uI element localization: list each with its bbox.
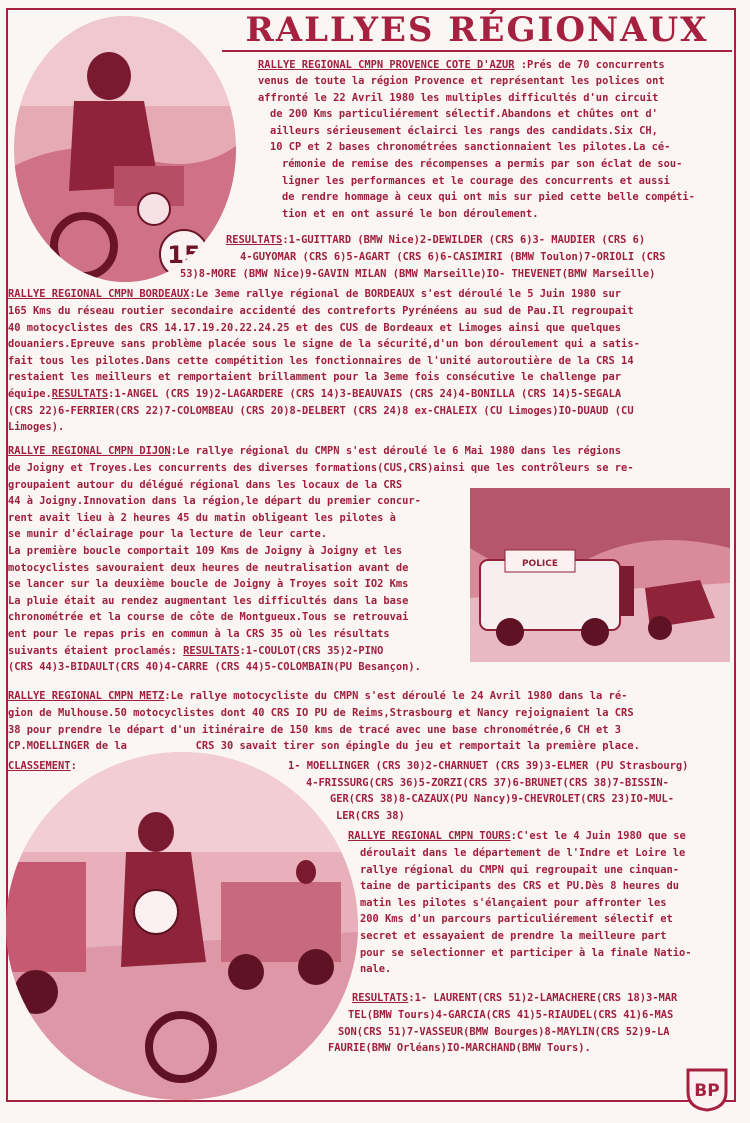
tours-heading: RALLYE REGIONAL CMPN TOURS — [348, 830, 511, 842]
text-line: 1- MOELLINGER (CRS 30)2-CHARNUET (CRS 39)3-ELMER (PU Strasbourg) — [288, 760, 689, 772]
text-line: 40 motocyclistes des CRS 14.17.19.20.22.24.25 et des CUS de Bordeaux et Limoges ainsi que quelques — [8, 321, 622, 334]
text-line: 10 CP et 2 bases chronométrées sanctionnaient les pilotes.La cé- — [270, 141, 671, 154]
text-line: GER(CRS 38)8-CAZAUX(PU Nancy)9-CHEVROLET(CRS 23)IO-MUL- — [330, 793, 675, 806]
text-line: se lancer sur la deuxième boucle de Joigny à Troyes soit IO2 Kms — [8, 578, 409, 591]
text-line: TEL(BMW Tours)4-GARCIA(CRS 41)5-RIAUDEL(CRS 41)6-MAS — [348, 1009, 674, 1021]
rider-number-plate: 15 — [167, 241, 201, 269]
bordeaux-results-label: RESULTATS — [51, 387, 109, 400]
text-line: 53)8-MORE (BMW Nice)9-GAVIN MILAN (BMW Marseille)IO- THEVENET(BMW Marseille) — [180, 267, 656, 280]
text-line: ent pour le repas pris en commun à la CRS 35 où les résultats — [8, 627, 390, 640]
text-line: pour se selectionner et participer à la finale Natio- — [360, 946, 692, 959]
text-line: SON(CRS 51)7-VASSEUR(BMW Bourges)8-MAYLIN(CRS 52)9-LA — [338, 1025, 670, 1038]
bordeaux-body — [8, 303, 640, 436]
provence-results — [226, 232, 645, 249]
provence-results-label: RESULTATS — [226, 234, 283, 246]
text-line: gion de Mulhouse.50 motocyclistes dont 40 CRS IO PU de Reims,Strasbourg et Nancy rejoignaient la CRS — [8, 707, 634, 719]
metz-classement-label: CLASSEMENT — [8, 760, 71, 772]
bp-logo-text: BP — [694, 1081, 720, 1101]
metz-classement-label-wrap: CLASSEMENT: — [8, 760, 77, 772]
text-line: affronté le 22 Avril 1980 les multiples difficultés d'un circuit — [258, 91, 659, 104]
text-line: Limoges). — [8, 421, 65, 434]
text-line: déroulait dans le département de l'Indre et Loire le — [360, 847, 686, 859]
photo-rider-15 — [14, 16, 236, 282]
provence-intro: :Prés de 70 concurrents — [514, 59, 665, 71]
text-line: se munir d'éclairage pour la lecture de leur carte. — [8, 528, 328, 541]
provence-results-text: :1-GUITTARD (BMW Nice)2-DEWILDER (CRS 6)3- MAUDIER (CRS 6) — [282, 234, 646, 246]
text-line: 165 Kms du réseau routier secondaire accidenté des contreforts Pyrénéens au sud de Pau.Il regroupait — [8, 305, 634, 317]
text-line: chronométrée et la course de côte de Montgueux.Tous se retrouvai — [8, 611, 409, 624]
photo-police-car — [470, 488, 730, 662]
title-banner — [222, 10, 732, 52]
bp-logo — [684, 1066, 730, 1112]
text-line: rent avait lieu à 2 heures 45 du matin obligeant les pilotes à — [8, 511, 396, 524]
provence-body — [258, 73, 695, 222]
bordeaux-results-prefix: équipe. — [8, 387, 52, 400]
tours-results-text: :1- LAURENT(CRS 51)2-LAMACHERE(CRS 18)3-MAR — [408, 992, 678, 1004]
dijon-results-text: :1-COULOT(CRS 35)2-PINO — [239, 644, 384, 657]
tours-results — [352, 990, 677, 1007]
text-line: LER(CRS 38) — [336, 809, 405, 822]
text-line: restaient les meilleurs et remportaient brillamment pour la 3eme fois consécutive le challenge par — [8, 371, 622, 384]
metz-intro: :Le rallye motocycliste du CMPN s'est déroulé le 24 Avril 1980 dans la ré- — [164, 690, 628, 702]
section-provence — [258, 57, 665, 74]
metz-heading: RALLYE REGIONAL CMPN METZ — [8, 690, 165, 702]
bordeaux-results-text: :1-ANGEL (CRS 19)2-LAGARDERE (CRS 14)3-BEAUVAIS (CRS 24)4-BONILLA (CRS 14)5-SEGALA — [108, 387, 622, 400]
text-line: douaniers.Epreuve sans problème placée sous le signe de la sécurité,d'un bon déroulement qui a satis- — [8, 338, 640, 351]
dijon-intro: :Le rallye régional du CMPN s'est déroulé le 6 Mai 1980 dans les régions — [170, 445, 622, 457]
text-line: de rendre hommage à ceux qui ont mis sur pied cette belle compéti- — [282, 191, 695, 204]
text-line: rallye régional du CMPN qui regroupait une cinquan- — [360, 863, 680, 876]
text-line — [8, 386, 640, 403]
section-bordeaux — [8, 286, 621, 303]
dijon-results-label: RESULTATS — [183, 644, 240, 657]
text-line: ligner les performances et le courage des concurrents et aussi — [282, 174, 670, 187]
text-line: tion et en ont assuré le bon déroulement. — [282, 207, 539, 220]
text-line: secret et essayaient de prendre la meilleure part — [360, 929, 667, 942]
tours-results-cont — [328, 1007, 674, 1057]
tours-intro: :C'est le 4 Juin 1980 que se — [510, 830, 686, 842]
dijon-heading: RALLYE REGIONAL CMPN DIJON — [8, 445, 171, 457]
dijon-results-pre: suivants étaient proclamés: — [8, 644, 184, 657]
text-line: 200 Kms d'un parcours particuliérement sélectif et — [360, 913, 673, 926]
text-line: nale. — [360, 963, 392, 976]
text-line: FAURIE(BMW Orléans)IO-MARCHAND(BMW Tours). — [328, 1042, 591, 1055]
text-line: 44 à Joigny.Innovation dans la région,le départ du premier concur- — [8, 495, 421, 508]
text-line: venus de toute la région Provence et représentant les polices ont — [258, 75, 665, 87]
section-tours — [348, 828, 686, 845]
bordeaux-intro: :Le 3eme rallye régional de BORDEAUX s'est déroulé le 5 Juin 1980 sur — [189, 288, 622, 300]
text-line: ailleurs sérieusement éclairci les rangs des candidats.Six CH, — [270, 124, 658, 137]
text-line: La pluie était au rendez augmentant les difficultés dans la base — [8, 594, 409, 607]
text-line: fait tous les pilotes.Dans cette compétition les fonctionnaires de l'unité autoroutière de la CRS 14 — [8, 354, 634, 367]
provence-results-cont — [180, 249, 666, 282]
text-line: (CRS 22)6-FERRIER(CRS 22)7-COLOMBEAU (CRS 20)8-DELBERT (CRS 24)8 ex-CHALEIX (CU Limoges)IO-DUAUD (CU — [8, 404, 634, 417]
section-metz — [8, 688, 627, 705]
text-line: 4-GUYOMAR (CRS 6)5-AGART (CRS 6)6-CASIMIRI (BMW Toulon)7-ORIOLI (CRS — [240, 251, 666, 263]
text-line: CP.MOELLINGER de la CRS 30 savait tirer son épingle du jeu et remportait la première place. — [8, 740, 640, 753]
police-sign-text: POLICE — [521, 559, 559, 569]
text-line: 38 pour prendre le départ d'un itinéraire de 150 kms de tracé avec une base chronométrée,6 CH et 3 — [8, 723, 622, 736]
text-line: de 200 Kms particuliérement sélectif.Abandons et chûtes ont d' — [270, 108, 658, 121]
metz-body — [8, 705, 640, 755]
tours-results-label: RESULTATS — [352, 992, 409, 1004]
text-line: La première boucle comportait 109 Kms de Joigny à Joigny et les — [8, 544, 403, 557]
text-line: 4-FRISSURG(CRS 36)5-ZORZI(CRS 37)6-BRUNET(CRS 38)7-BISSIN- — [306, 776, 669, 789]
bordeaux-heading: RALLYE REGIONAL CMPN BORDEAUX — [8, 288, 190, 300]
text-line: taine de participants des CRS et PU.Dès 8 heures du — [360, 880, 680, 893]
tours-body — [360, 845, 692, 978]
section-dijon — [8, 443, 621, 460]
text-line: (CRS 44)3-BIDAULT(CRS 40)4-CARRE (CRS 44)5-COLOMBAIN(PU Besançon). — [8, 661, 421, 674]
text-line: matin les pilotes s'élançaient pour affronter les — [360, 896, 667, 909]
text-line: motocyclistes savouraient deux heures de neutralisation avant de — [8, 561, 409, 574]
metz-classement — [288, 758, 688, 824]
text-line: groupaient autour du délégué régional dans les locaux de la CRS — [8, 478, 403, 491]
provence-heading: RALLYE REGIONAL CMPN PROVENCE COTE D'AZUR — [258, 59, 515, 71]
text-line: de Joigny et Troyes.Les concurrents des diverses formations(CUS,CRS)ainsi que les contrôleurs se re- — [8, 462, 634, 474]
text-line: rémonie de remise des récompenses a permis par son éclat de sou- — [282, 157, 683, 170]
page-title: RALLYES RÉGIONAUX — [245, 10, 709, 50]
